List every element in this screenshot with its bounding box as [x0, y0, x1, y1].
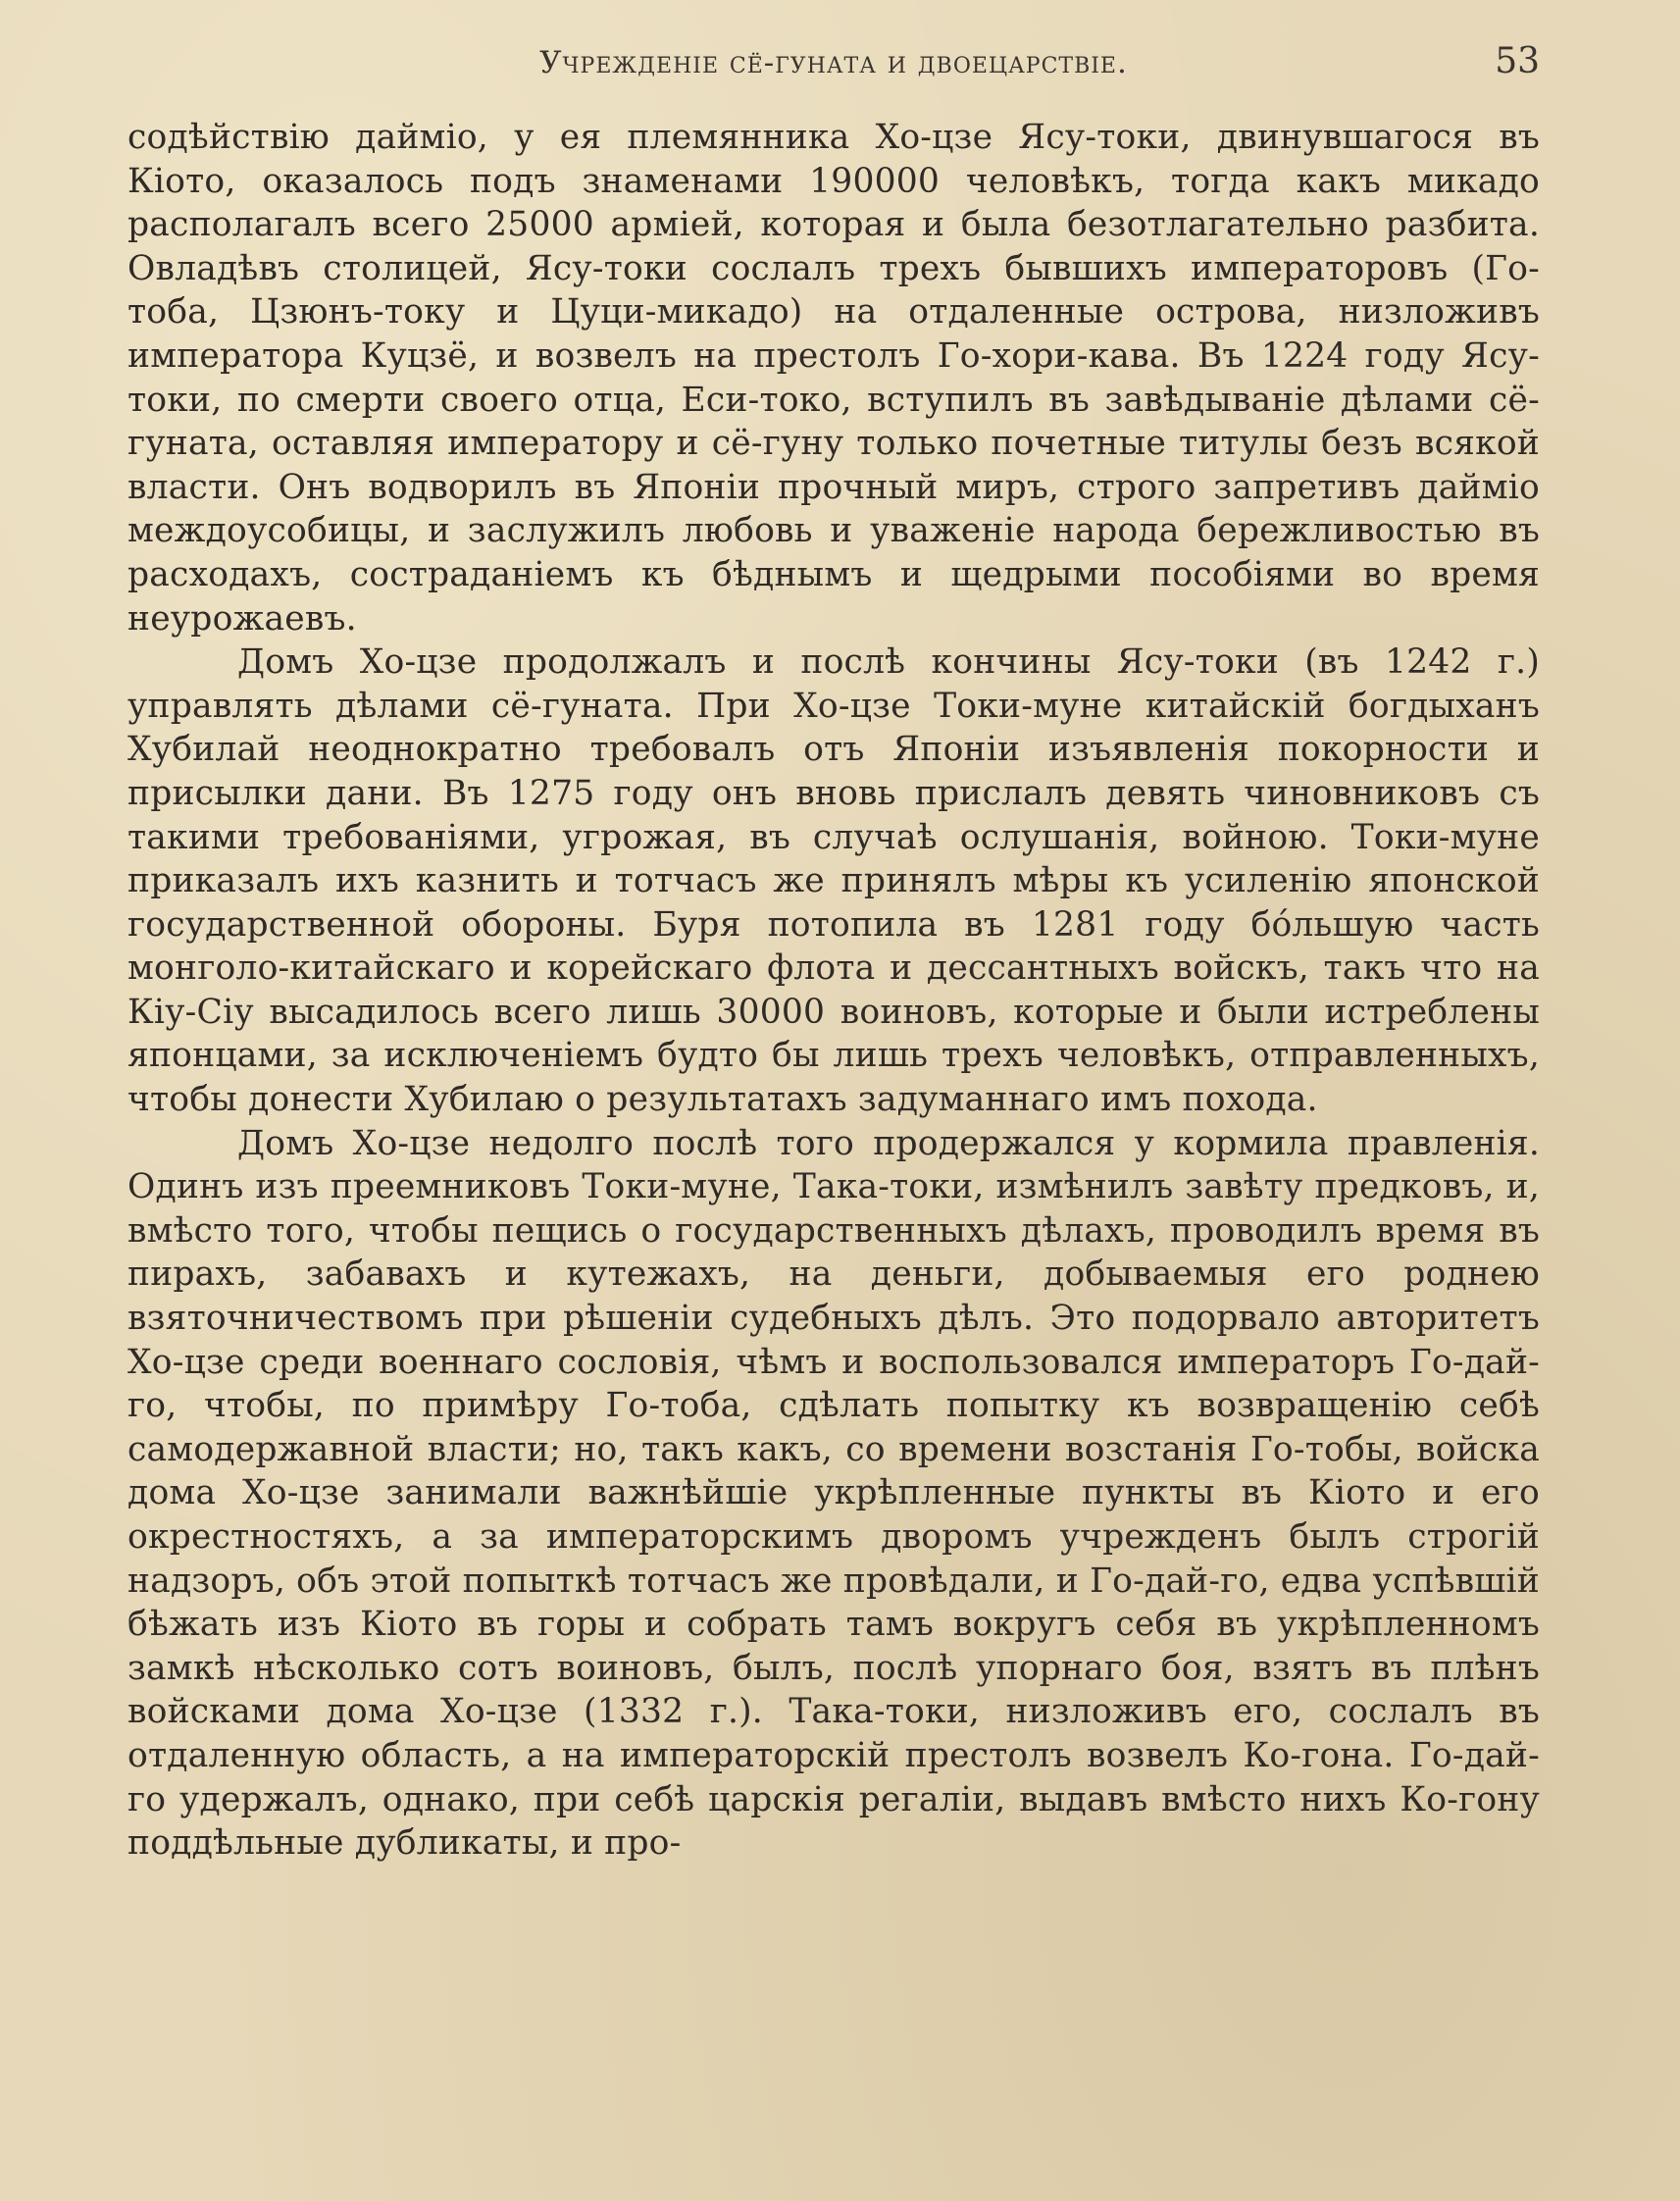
running-title: Учрежденіе сё-гуната и двоецарствіе. [539, 45, 1128, 80]
body-text [127, 116, 1540, 1866]
paragraph-3: Домъ Хо-цзе недолго послѣ того продержался у кормила правленія. Одинъ изъ преемниковъ Токи-муне, Така-токи, измѣнилъ завѣту предковъ, и, вмѣсто того, чтобы пещись о государственныхъ дѣлахъ, проводилъ время въ пирахъ, забавахъ и кутежахъ, на деньги, добываемыя его роднею взяточничествомъ при рѣшеніи судебныхъ дѣлъ. Это подорвало авторитетъ Хо-цзе среди военнаго сословія, чѣмъ и воспользовался императоръ Го-дай-го, чтобы, по примѣру Го-тоба, сдѣлать попытку къ возвращенію себѣ самодержавной власти; но, такъ какъ, со времени возстанія Го-тобы, войска дома Хо-цзе занимали важнѣйшіе укрѣпленные пункты въ Кіото и его окрестностяхъ, а за императорскимъ дворомъ учрежденъ былъ строгій надзоръ, объ этой попыткѣ тотчасъ же провѣдали, и Го-дай-го, едва успѣвшій бѣжать изъ Кіото въ горы и собрать тамъ вокругъ себя въ укрѣпленномъ замкѣ нѣсколько сотъ воиновъ, былъ, послѣ упорнаго боя, взятъ въ плѣнъ войсками дома Хо-цзе (1332 г.). Така-токи, низложивъ его, сослалъ въ отдаленную область, а на императорскій престолъ возвелъ Ко-гона. Го-дай-го удержалъ, однако, при себѣ царскія регаліи, выдавъ вмѣсто нихъ Ко-гону поддѣльные дубликаты, и про- [127, 1123, 1540, 1864]
running-head [127, 39, 1540, 88]
page-number: 53 [1495, 41, 1540, 81]
paragraph-1: содѣйствію даймiо, у ея племянника Хо-цзе Ясу-токи, двинувшагося въ Кіото, оказалось подъ знаменами 190000 человѣкъ, тогда какъ микадо располагалъ всего 25000 арміей, которая и была безотлагательно разбита. Овладѣвъ столицей, Ясу-токи сослалъ трехъ бывшихъ императоровъ (Го-тоба, Цзюнъ-току и Цуци-микадо) на отдаленные острова, низложивъ императора Куцзё, и возвелъ на престолъ Го-хори-кава. Въ 1224 году Ясу-токи, по смерти своего отца, Еси-токо, вступилъ въ завѣдываніе дѣлами сё-гуната, оставляя императору и сё-гуну только почетные титулы безъ всякой власти. Онъ водворилъ въ Японіи прочный миръ, строго запретивъ даймiо междоусобицы, и заслужилъ любовь и уваженіе народа бережливостью въ расходахъ, состраданіемъ къ бѣднымъ и щедрыми пособіями во время неурожаевъ. [127, 118, 1540, 639]
paragraph-2: Домъ Хо-цзе продолжалъ и послѣ кончины Ясу-токи (въ 1242 г.) управлять дѣлами сё-гуната. При Хо-цзе Токи-муне китайскій богдыханъ Хубилай неоднократно требовалъ отъ Японіи изъявленія покорности и присылки дани. Въ 1275 году онъ вновь прислалъ девять чиновниковъ съ такими требованіями, угрожая, въ случаѣ ослушанія, войною. Токи-муне приказалъ ихъ казнить и тотчасъ же принялъ мѣры къ усиленію японской государственной обороны. Буря потопила въ 1281 году бо́льшую часть монголо-китайскаго и корейскаго флота и дессантныхъ войскъ, такъ что на Кіу-Сіу высадилось всего лишь 30000 воиновъ, которые и были истреблены японцами, за исключеніемъ будто бы лишь трехъ человѣкъ, отправленныхъ, чтобы донести Хубилаю о результатахъ задуманнаго имъ похода. [127, 642, 1540, 1120]
